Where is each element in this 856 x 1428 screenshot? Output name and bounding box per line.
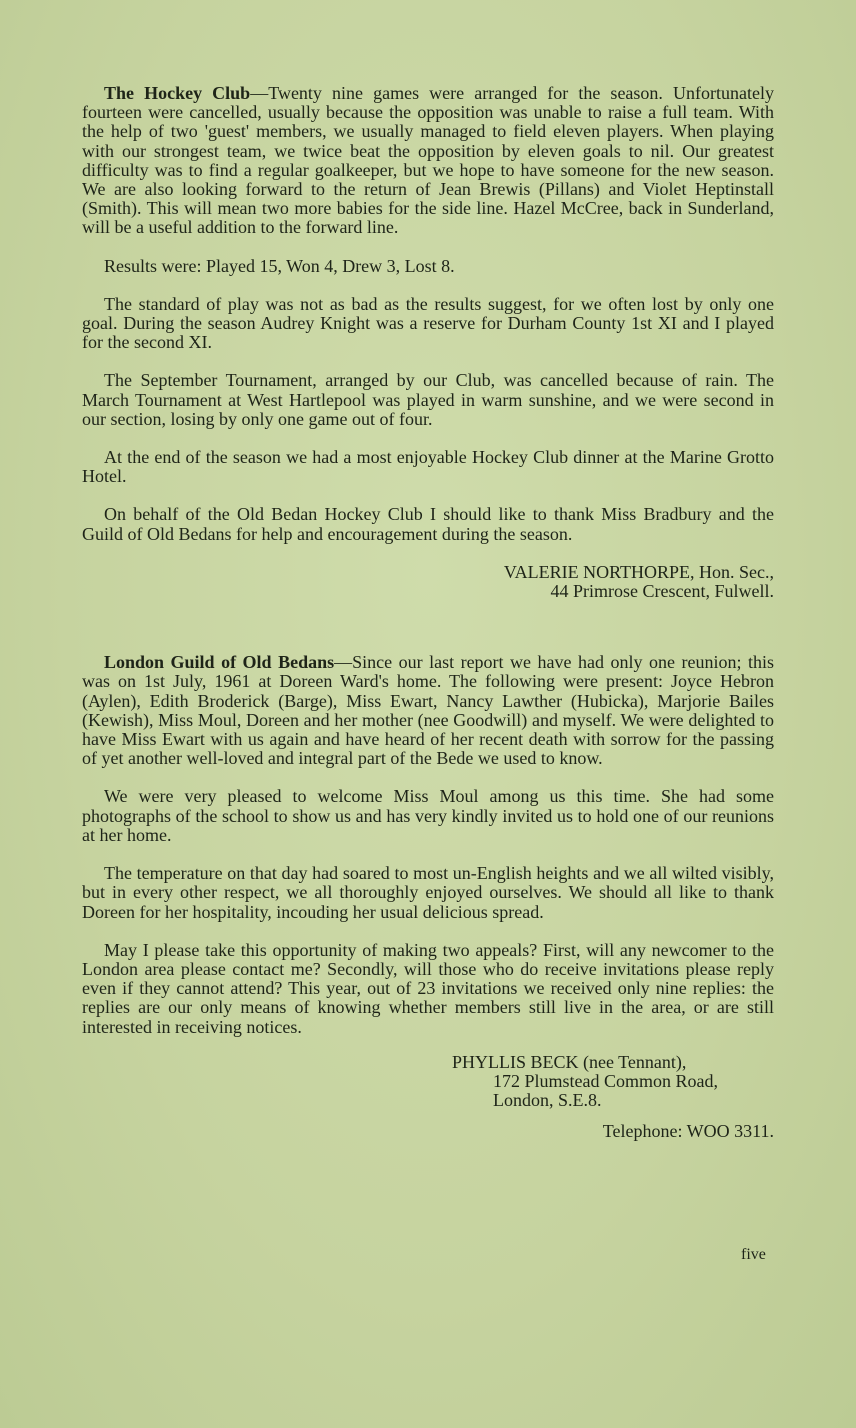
hockey-paragraph-6: On behalf of the Old Bedan Hockey Club I should like to thank Miss Bradbury and the Guild of Old Bedans for help and encouragement during the season. — [82, 504, 774, 544]
london-signature-address-1: 172 Plumstead Common Road, — [493, 1070, 718, 1091]
hockey-paragraph-1-text: —Twenty nine games were arranged for the season. Unfortunately fourteen were cancelled, usually because the opposition was unable to raise a full team. With the help of two 'guest' members, we usually managed to field eleven players. When playing with our strongest team, we twice beat the opposition by eleven goals to nil. Our greatest difficulty was to find a regular goalkeeper, but we hope to have someone for the new season. We are also looking forward to the return of Jean Brewis (Pillans) and Violet Heptinstall (Smith). This will mean two more babies for the side line. Hazel McCree, back in Sunderland, will be a useful addition to the forward line. — [82, 83, 774, 238]
london-paragraph-3: The temperature on that day had soared to most un-English heights and we all wilted visibly, but in every other respect, we all thoroughly enjoyed ourselves. We should all like to thank Doreen for her hospitality, incouding her usual delicious spread. — [82, 863, 774, 922]
hockey-signature-name: VALERIE NORTHORPE, Hon. Sec., — [503, 561, 774, 582]
hockey-paragraph-3: The standard of play was not as bad as the results suggest, for we often lost by only one goal. During the season Audrey Knight was a reserve for Durham County 1st XI and I played for the second XI. — [82, 293, 774, 353]
london-signature-address-2: London, S.E.8. — [493, 1090, 602, 1111]
london-signature-name: PHYLLIS BECK (nee Tennant), — [452, 1051, 687, 1072]
hockey-paragraph-1 — [82, 84, 774, 238]
page-content — [82, 84, 774, 1142]
london-paragraph-4: May I please take this opportunity of making two appeals? First, will any newcomer to the London area please contact me? Secondly, will those who do receive invitations please reply even if they cannot attend? This year, out of 23 invitations we received only nine replies: the replies are our only means of knowing whether members still live in the area, or are still interested in receiving notices. — [82, 939, 774, 1037]
london-paragraph-1 — [82, 653, 774, 768]
london-paragraph-1-text: —Since our last report we have had only one reunion; this was on 1st July, 1961 at Doreen Ward's home. The following were present: Joyce Hebron (Aylen), Edith Broderick (Barge), Miss Ewart, Nancy Lawther (Hubicka), Marjorie Bailes (Kewish), Miss Moul, Doreen and her mother (nee Goodwill) and myself. We were delighted to have Miss Ewart with us again and have heard of her recent death with sorrow for the passing of yet another well-loved and integral part of the Bede we used to know. — [82, 652, 774, 769]
hockey-paragraph-4: The September Tournament, arranged by our Club, was cancelled because of rain. The March Tournament at West Hartlepool was played in warm sunshine, and we were second in our section, losing by only one game out of four. — [82, 370, 774, 429]
page-number: five — [741, 1246, 766, 1263]
london-signature-telephone: Telephone: WOO 3311. — [602, 1121, 774, 1142]
london-signature — [452, 1053, 774, 1142]
hockey-paragraph-5: At the end of the season we had a most enjoyable Hockey Club dinner at the Marine Grotto Hotel. — [82, 447, 774, 487]
hockey-club-report — [82, 84, 774, 601]
hockey-heading: The Hockey Club — [104, 83, 251, 103]
hockey-signature — [82, 563, 774, 601]
london-heading: London Guild of Old Bedans — [104, 652, 335, 673]
hockey-signature-address: 44 Primrose Crescent, Fulwell. — [550, 581, 774, 602]
hockey-results: Results were: Played 15, Won 4, Drew 3, Lost 8. — [104, 255, 455, 276]
london-paragraph-2: We were very pleased to welcome Miss Moul among us this time. She had some photographs of the school to show us and has very kindly invited us to hold one of our reunions at her home. — [82, 786, 774, 845]
london-guild-report — [82, 653, 774, 1141]
